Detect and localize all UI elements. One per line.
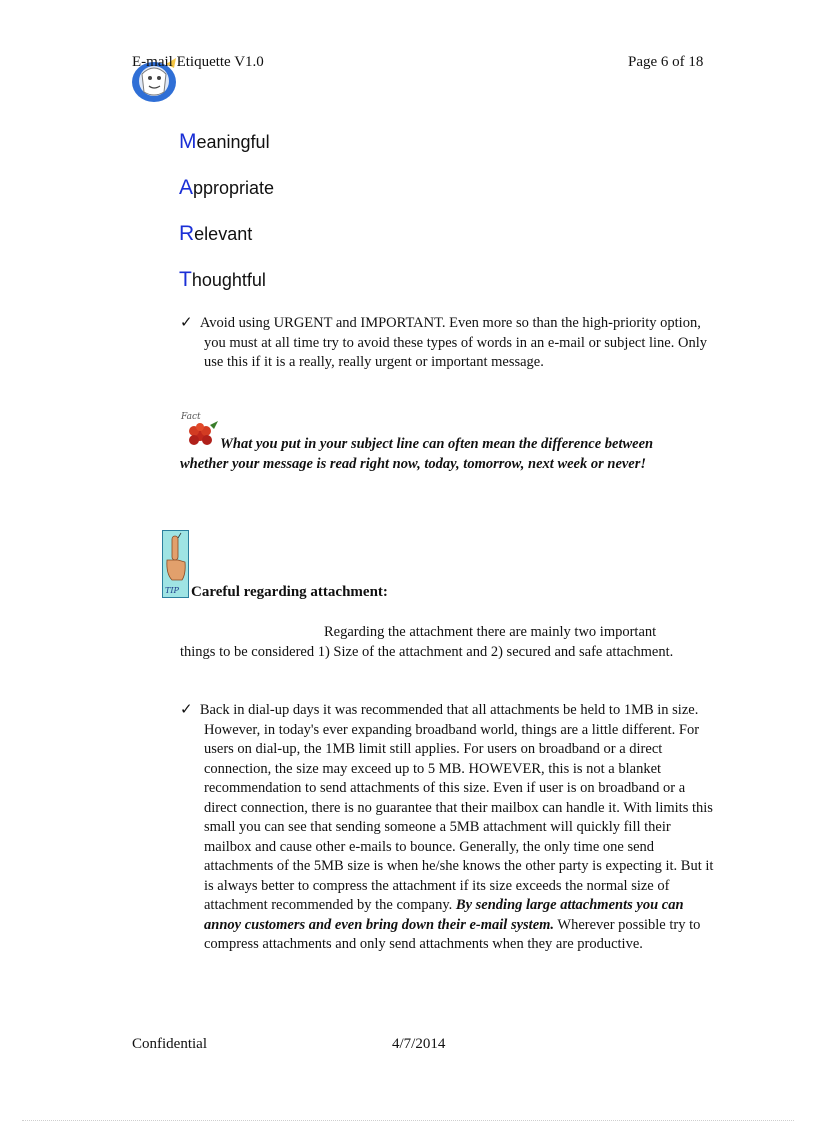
acronym-capital: T [179, 268, 192, 291]
header-title: E-mail Etiquette V1.0 [132, 54, 264, 70]
header-page-number: Page 6 of 18 [628, 54, 704, 70]
bullet-text-end: Wherever possible try to compress attachments and only send attachments when they are productive. [204, 916, 701, 952]
svg-text:Fact: Fact [181, 412, 201, 422]
bullet-bold-warning: By sending large attachments you can annoy customers and even bring down their e-mail system. [204, 897, 684, 933]
acronym-item-thoughtful [179, 268, 266, 292]
attachment-intro: Regarding the attachment there are mainly two important things to be considered 1) Size of the attachment and 2) secured and safe attachment. [180, 624, 674, 660]
acronym-rest: ppropriate [193, 178, 275, 198]
bullet-text: Avoid using URGENT and IMPORTANT. Even more so than the high-priority option, you must at all time try to avoid these types of words in an e-mail or subject line. Only use this if it is a really, really urgent or important message. [199, 315, 707, 370]
acronym-capital: A [179, 176, 194, 199]
fact-text: What you put in your subject line can often mean the difference between whether your message is read right now, today, tomorrow, next week or never! [180, 436, 654, 472]
acronym-item-appropriate [179, 176, 274, 200]
bullet-text: Back in dial-up days it was recommended that all attachments be held to 1MB in size. However, in today's ever expanding broadband world, things are a little different. For users on dial-up, the 1MB limit still applies. For users on broadband or a direct connection, the size may exceed up to 5 MB. HOWEVER, this is not a blanket recommendation to send attachments of this size. Even if user is on broadband or a direct connection, there is no guarantee that their mailbox can handle it. With limits this small you can see that sending someone a 5MB attachment will quickly fill their mailbox and cause other e-mails to bounce. Generally, the only time one send attachments of the 5MB size is when he/she knows the other party is expecting it. But it is always better to compress the attachment if its size exceeds the normal size of attachment recommended by the company. [199, 702, 714, 913]
acronym-rest: houghtful [191, 270, 266, 290]
acronym-capital: R [179, 222, 195, 245]
acronym-capital: M [179, 130, 197, 153]
footer-confidential: Confidential [132, 1036, 207, 1052]
tip-badge-label: TIP [165, 586, 179, 595]
footer-date: 4/7/2014 [392, 1036, 446, 1052]
tip-finger-icon [162, 530, 189, 598]
acronym-item-relevant [179, 222, 252, 246]
acronym-item-meaningful [179, 130, 270, 154]
tip-heading: Careful regarding attachment: [191, 584, 388, 600]
bullet-urgent-important [180, 314, 709, 373]
acronym-rest: eaningful [196, 132, 270, 152]
page-bottom-divider [22, 1120, 794, 1121]
checkmark-icon: ✓ [180, 702, 193, 718]
bullet-attachment-size [180, 701, 719, 955]
acronym-rest: elevant [194, 224, 253, 244]
checkmark-icon: ✓ [180, 315, 193, 331]
